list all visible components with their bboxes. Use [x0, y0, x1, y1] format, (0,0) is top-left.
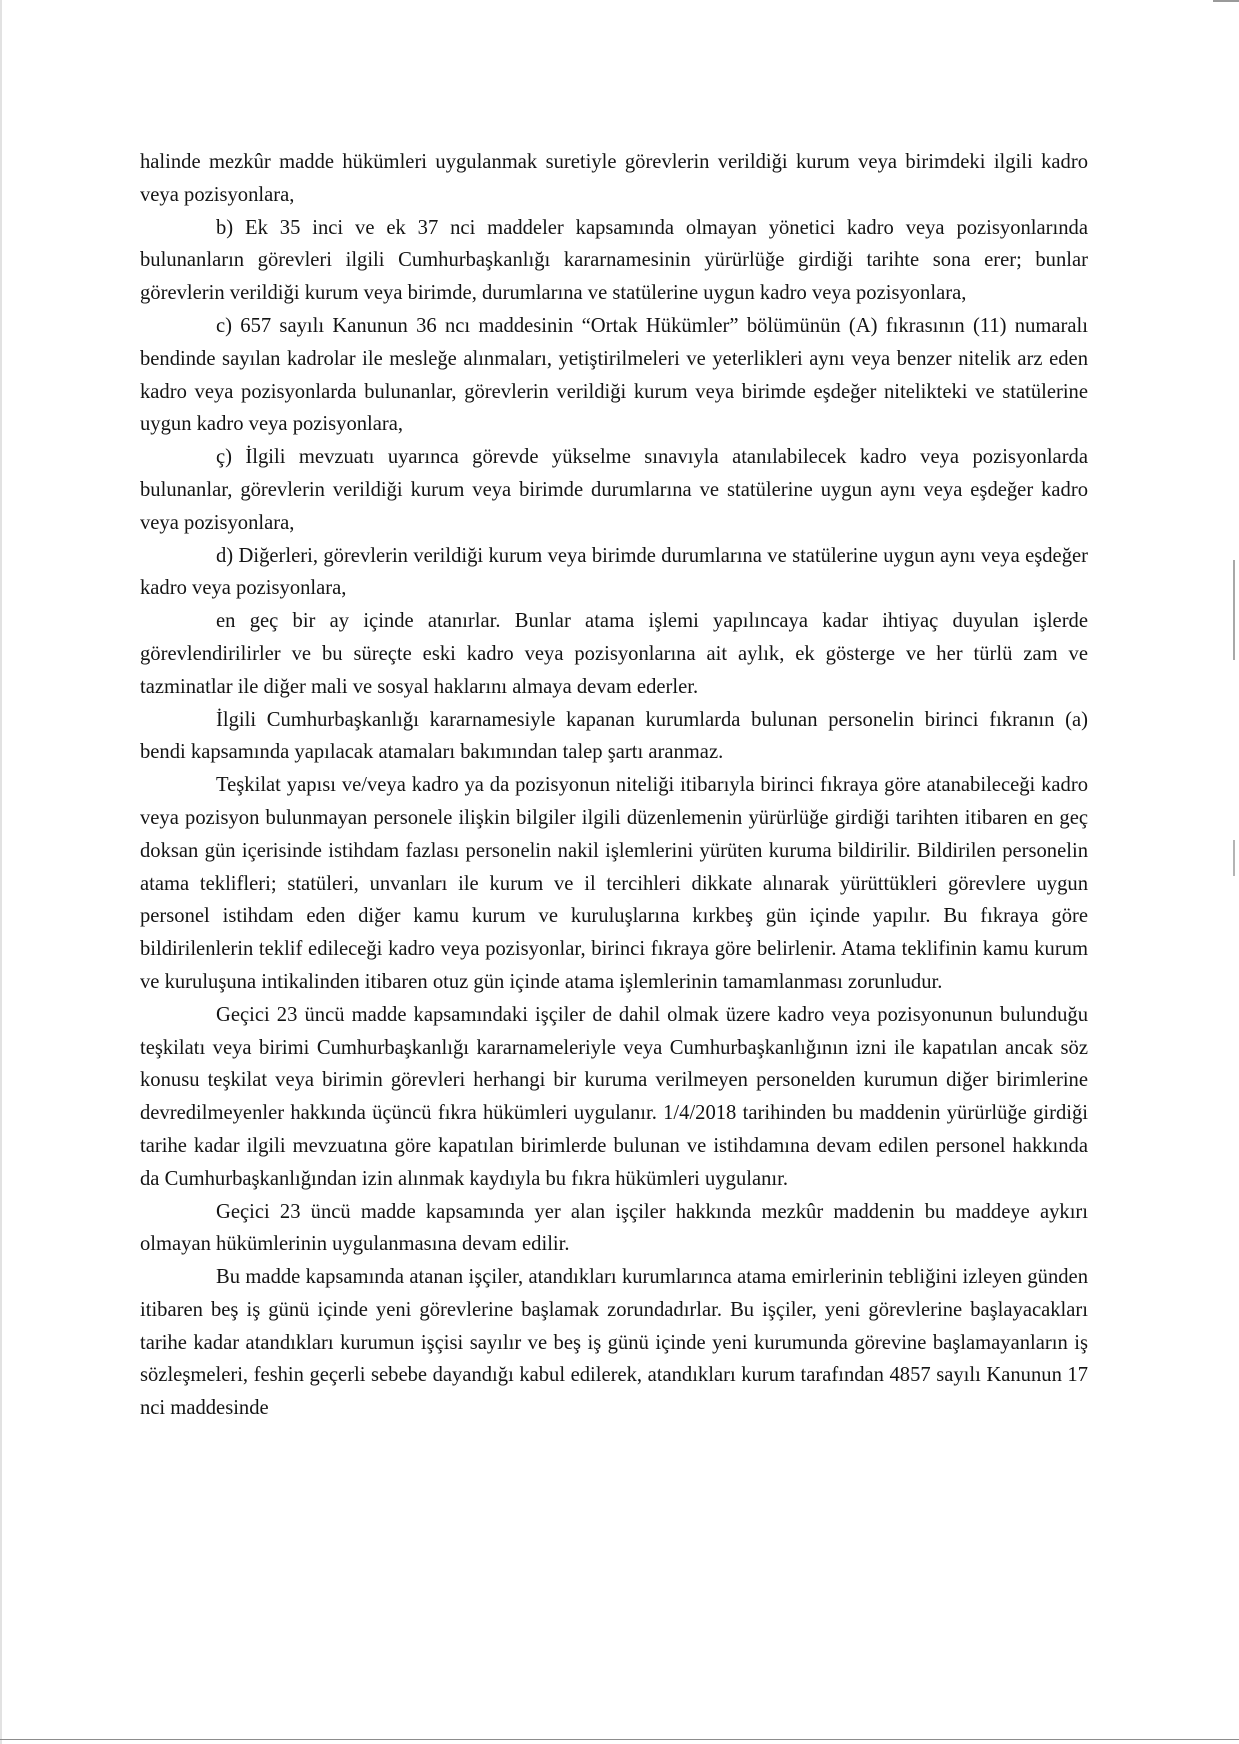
paragraph-temporary-23-workers: Geçici 23 üncü madde kapsamındaki işçiler de dahil olmak üzere kadro veya pozisyonunun bulunduğu teşkilatı veya birimi Cumhurbaşkanlığı kararnameleriyle veya Cumhurbaşkanlığının izni ile kapatılan ancak söz konusu teşkilat veya birimin görevleri herhangi bir kuruma verilmeyen personelden kurumun diğer birimlerine devredilmeyenler hakkında üçüncü fıkra hükümleri uygulanır. 1/4/2018 tarihinden bu maddenin yürürlüğe girdiği tarihe kadar ilgili mevzuatına göre kapatılan birimlerde bulunan ve istihdamına devam edilen personel hakkında da Cumhurbaşkanlığından izin alınmak kaydıyla bu fıkra hükümleri uygulanır.	[140, 1003, 1088, 1190]
scan-edge-top	[1213, 0, 1239, 2]
scan-edge-right	[1233, 560, 1235, 660]
paragraph-request-condition: İlgili Cumhurbaşkanlığı kararnamesiyle kapanan kurumlarda bulunan personelin birinci fıkranın (a) bendi kapsamında yapılacak atamaları bakımından talep şartı aranmaz.	[140, 708, 1088, 764]
paragraph-temporary-23-provisions: Geçici 23 üncü madde kapsamında yer alan işçiler hakkında mezkûr maddenin bu maddeye aykırı olmayan hükümlerinin uygulanmasına devam edilir.	[140, 1200, 1088, 1256]
body-text	[140, 146, 1088, 1425]
scan-edge-right-lower	[1233, 840, 1235, 876]
paragraph-item-c-cedilla: ç) İlgili mevzuatı uyarınca görevde yükselme sınavıyla atanılabilecek kadro veya pozisyonlarda bulunanlar, görevlerin verildiği kurum veya birimde durumlarına ve statülerine uygun aynı veya eşdeğer kadro veya pozisyonlara,	[140, 446, 1088, 534]
paragraph-conclusion: en geç bir ay içinde atanırlar. Bunlar atama işlemi yapılıncaya kadar ihtiyaç duyulan işlerde görevlendirilirler ve bu süreçte eski kadro veya pozisyonlarına ait aylık, ek gösterge ve her türlü zam ve tazminatlar ile diğer mali ve sosyal haklarını almaya devam ederler.	[140, 610, 1088, 698]
scan-edge-left	[0, 0, 2, 1744]
paragraph-assigned-workers: Bu madde kapsamında atanan işçiler, atandıkları kurumlarınca atama emirlerinin tebliğini izleyen günden itibaren beş iş günü içinde yeni görevlerine başlamak zorundadırlar. Bu işçiler, yeni görevlerine başlayacakları tarihe kadar atandıkları kurumun işçisi sayılır ve beş iş günü içinde yeni kurumunda görevine başlamayanların iş sözleşmeleri, feshin geçerli sebebe dayandığı kabul edilerek, atandıkları kurum tarafından 4857 sayılı Kanunun 17 nci maddesinde	[140, 1266, 1088, 1420]
paragraph-item-c: c) 657 sayılı Kanunun 36 ncı maddesinin “Ortak Hükümler” bölümünün (A) fıkrasının (11) numaralı bendinde sayılan kadrolar ile mesleğe alınmaları, yetiştirilmeleri ve yeterlikleri aynı veya benzer nitelik arz eden kadro veya pozisyonlarda bulunanlar, görevlerin verildiği kurum veya birimde eşdeğer nitelikteki ve statülerine uygun kadro veya pozisyonlara,	[140, 314, 1088, 436]
paragraph-item-b: b) Ek 35 inci ve ek 37 nci maddeler kapsamında olmayan yönetici kadro veya pozisyonlarında bulunanların görevleri ilgili Cumhurbaşkanlığı kararnamesinin yürürlüğe girdiği tarihte sona erer; bunlar görevlerin verildiği kurum veya birimde, durumlarına ve statülerine uygun kadro veya pozisyonlara,	[140, 216, 1088, 305]
scan-edge-bottom	[0, 1739, 1239, 1740]
paragraph-surplus-personnel: Teşkilat yapısı ve/veya kadro ya da pozisyonun niteliği itibarıyla birinci fıkraya göre atanabileceği kadro veya pozisyon bulunmayan personele ilişkin bilgiler ilgili düzenlemenin yürürlüğe girdiği tarihten itibaren en geç doksan gün içerisinde istihdam fazlası personelin nakil işlemlerini yürüten kuruma bildirilir. Bildirilen personelin atama teklifleri; statüleri, unvanları ile kurum ve il tercihleri dikkate alınarak yürüttükleri görevlere uygun personel istihdam eden diğer kamu kurum ve kuruluşlarına kırkbeş gün içinde yapılır. Bu fıkraya göre bildirilenlerin teklif edileceği kadro veya pozisyonlar, birinci fıkraya göre belirlenir. Atama teklifinin kamu kurum ve kuruluşuna intikalinden itibaren otuz gün içinde atama işlemlerinin tamamlanması zorunludur.	[140, 774, 1088, 993]
paragraph-item-d: d) Diğerleri, görevlerin verildiği kurum veya birimde durumlarına ve statülerine uygun aynı veya eşdeğer kadro veya pozisyonlara,	[140, 544, 1088, 600]
paragraph-continuation: halinde mezkûr madde hükümleri uygulanmak suretiyle görevlerin verildiği kurum veya birimdeki ilgili kadro veya pozisyonlara,	[140, 151, 1088, 206]
